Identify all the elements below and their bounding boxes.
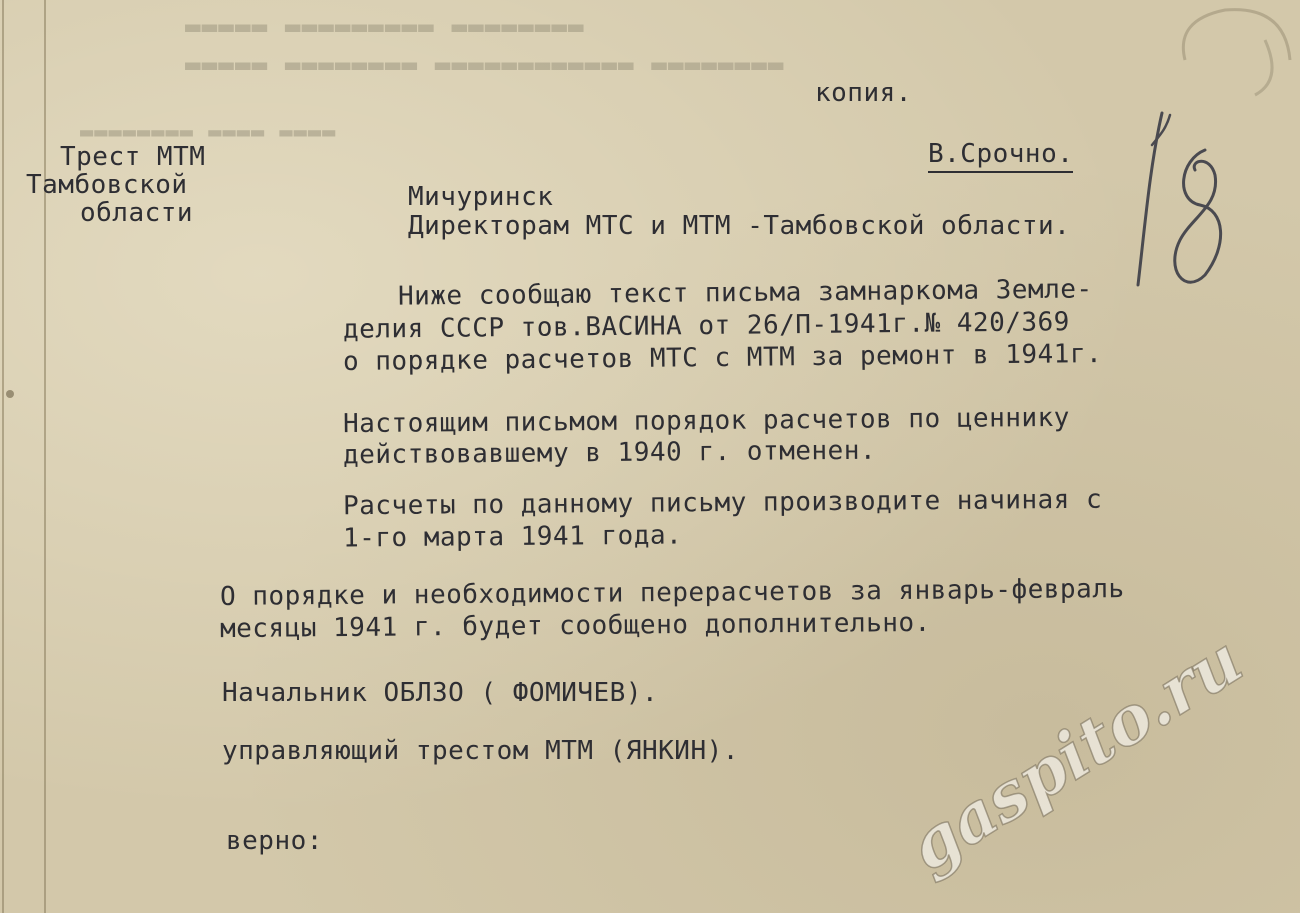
sender-line-2: Тамбовской xyxy=(26,170,188,200)
paragraph-3-line-1: Расчеты по данному письму производите начиная с xyxy=(342,484,1103,522)
signature-trust-manager: управляющий трестом МТМ (ЯНКИН). xyxy=(222,736,739,766)
certified-label: верно: xyxy=(226,826,323,856)
paragraph-1-line-3: о порядке расчетов МТС с МТМ за ремонт в 1941г. xyxy=(342,339,1103,377)
sender-line-3: области xyxy=(80,198,194,228)
paragraph-2-line-2: действовавшему в 1940 г. отменен. xyxy=(342,435,877,471)
bleed-through-text: ▬▬▬▬▬▬▬▬ ▬▬▬▬ ▬▬▬▬ xyxy=(80,120,337,145)
handwritten-page-number xyxy=(1120,105,1240,295)
paragraph-4-line-1: О порядке и необходимости перерасчетов за январь-февраль xyxy=(219,574,1125,612)
bleed-through-text: ▬▬▬▬▬ ▬▬▬▬▬▬▬▬ ▬▬▬▬▬▬▬▬▬▬▬▬ ▬▬▬▬▬▬▬▬ xyxy=(185,50,785,80)
urgency-mark xyxy=(928,141,1073,167)
address-city: Мичуринск xyxy=(408,182,554,212)
paragraph-2-line-1: Настоящим письмом порядок расчетов по ценнику xyxy=(342,402,1071,440)
paragraph-1-line-1: Ниже сообщаю текст письма замнаркома Земле- xyxy=(397,274,1093,312)
signature-oblzo-head: Начальник ОБЛЗО ( ФОМИЧЕВ). xyxy=(222,678,659,708)
paragraph-4-line-2: месяцы 1941 г. будет сообщено дополнительно. xyxy=(219,607,931,645)
bleed-through-text: ▬▬▬▬▬ ▬▬▬▬▬▬▬▬▬ ▬▬▬▬▬▬▬▬ xyxy=(185,12,585,42)
address-recipients: Директорам МТС и МТМ -Тамбовской области. xyxy=(408,211,1071,241)
sender-line-1: Трест МТМ xyxy=(60,142,206,172)
watermark: gaspito.ru xyxy=(895,620,1256,887)
margin-fold-line xyxy=(44,0,46,913)
punch-hole xyxy=(6,390,14,398)
paragraph-1-line-2: делия СССР тов.ВАСИНА от 26/П-1941г.№ 420/369 xyxy=(342,307,1071,345)
paragraph-3-line-2: 1-го марта 1941 года. xyxy=(342,520,683,554)
urgency-text: В.Срочно. xyxy=(928,139,1073,173)
copy-label: копия. xyxy=(815,78,912,108)
stamp-mark xyxy=(1165,0,1300,110)
page-edge xyxy=(2,0,4,913)
